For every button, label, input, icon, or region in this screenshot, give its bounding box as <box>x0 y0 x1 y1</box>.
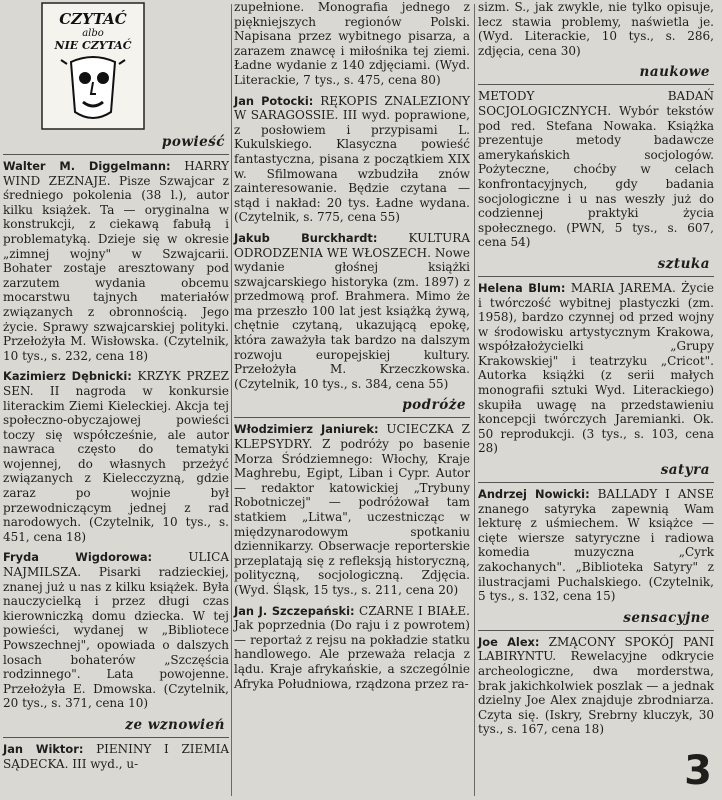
author-name: Kazimierz Dębnicki: <box>3 369 132 384</box>
author-name: Jakub Burckhardt: <box>234 230 378 245</box>
review-wiktor <box>3 742 229 771</box>
section-podroze: podróże <box>402 397 466 414</box>
logo-illustration <box>41 2 145 130</box>
review-metody-badan <box>478 89 714 250</box>
review-text: MARIA JAREMA. Życie i twórczość wybitnej plastyczki (zm. 1958), bardzo czynnej od przed wojny w środowisku artystycznym Krakowa, współzałożycielki „Grupy Krakowskiej" i teatrzyku „Cricot". Autorka książki (z serii małych monografii sztuki Wyd. Literackiego) skupiła uwagę na przedstawieniu koncepcji twórczych Jaremianki. Ok. 50 reprodukcji. (3 tys., s. 103, cena 28) <box>478 280 714 456</box>
review-wiktor-cont <box>234 0 470 88</box>
review-text: HARRY WIND ZEZNAJE. Pisze Szwajcar z średniego pokolenia (38 l.), autor kilku książek. Ta — oryginalna w konstrukcji, z ciekawą fabułą i problematyką. Dzieje się w okresie „zimnej wojny" w Szwajcarii. Bohater zostaje aresztowany pod zarzutem wydania obcemu mocarstwu tajnych materiałów związanych z obronnością. Jego życie. Sprawy szwajcarskiej polityki. Przełożyła M. Wisłowska. (Czytelnik, 10 tys., s. 232, cena 18) <box>3 159 229 363</box>
review-text: METODY BADAŃ SOCJOLOGICZNYCH. Wybór tekstów pod red. Stefana Nowaka. Książka prezentuje metody badawcze amerykańskich socjologów. Pożyteczne, choćby w celach konfrontacyjnych, gdy badania socjologiczne i u nas weszły już do codziennej praktyki życia społecznego. (PWN, 5 tys., s. 607, cena 54) <box>478 89 714 250</box>
section-rule <box>478 84 714 85</box>
column-1 <box>3 0 229 800</box>
section-naukowe: naukowe <box>639 64 710 81</box>
section-sensacyjne: sensacyjne <box>623 609 710 626</box>
review-text: CZARNE I BIAŁE. Jak poprzednia (Do raju i z powrotem) — reportaż z rejsu na pokładzie statku handlowego. Ale przeważa relacja z lądu. Kraje afrykańskie, a szczególnie Afryka Południowa, rządzona przez ra- <box>234 603 470 691</box>
column-rule <box>474 4 475 796</box>
review-text: KULTURA ODRODZENIA WE WŁOSZECH. Nowe wydanie głośnej książki szwajcarskiego historyka (zm. 1897) z przedmową prof. Brahmera. Mimo że ma przeszło 100 lat jest książką żywą, chętnie czytaną, ukazującą epokę, która zaważyła tak bardzo na dalszym rozwoju europejskiej kultury. Przełożyła M. Krzeczkowska. (Czytelnik, 10 tys., s. 384, cena 55) <box>234 230 470 391</box>
logo-line-2: albo <box>82 28 104 39</box>
review-szczepanski <box>234 604 470 692</box>
review-janiurek <box>234 422 470 597</box>
author-name: Walter M. Diggelmann: <box>3 159 171 173</box>
section-rule <box>478 630 714 631</box>
section-ze-wznowien: ze wznowień <box>125 716 225 733</box>
author-name: Fryda Wigdorowa: <box>3 550 153 565</box>
column-3 <box>478 0 714 800</box>
author-name: Jan J. Szczepański: <box>234 603 355 618</box>
author-name: Jan Wiktor: <box>3 741 84 756</box>
review-diggelmann <box>3 159 229 363</box>
review-text: KRZYK PRZEZ SEN. II nagroda w konkursie literackim Ziemi Kieleckiej. Akcja tej społeczno-obyczajowej powieści toczy się współcześnie, ale autor nawraca często do tematyki wojennej, do własnych przeżyć związanych z Kielecczyzną, gdzie zaraz po wojnie był przewodniczącym jednej z rad narodowych. (Czytelnik, 10 tys., s. 451, cena 18) <box>3 369 229 544</box>
review-potocki <box>234 94 470 225</box>
review-szczepanski-cont <box>478 0 714 58</box>
review-text: zupełnione. Monografia jednego z piękniejszych regionów Polski. Napisana przez wybitnego pisarza, a zarazem znawcę i miłośnika tej ziemi. Ładne wydanie z 140 zdjęciami. (Wyd. Literackie, 7 tys., s. 475, cena 80) <box>234 0 470 87</box>
review-nowicki <box>478 487 714 604</box>
review-burckhardt <box>234 231 470 392</box>
author-name: Andrzej Nowicki: <box>478 487 590 502</box>
section-rule <box>3 737 229 738</box>
review-debnicki <box>3 369 229 544</box>
author-name: Jan Potocki: <box>234 93 314 108</box>
review-alex <box>478 635 714 737</box>
review-text: PIENINY I ZIEMIA SĄDECKA. III wyd., u- <box>3 741 229 771</box>
section-rule <box>234 417 470 418</box>
column-rule <box>231 4 232 796</box>
author-name: Joe Alex: <box>478 634 540 649</box>
review-text: sizm. S., jak zwykle, nie tylko opisuje, lecz stawia problemy, naświetla je. (Wyd. Literackie, 10 tys., s. 286, zdjęcia, cena 30) <box>478 0 714 58</box>
logo-line-1: CZYTAĆ <box>59 10 127 28</box>
author-name: Helena Blum: <box>478 280 566 295</box>
section-rule <box>478 276 714 277</box>
logo-line-3: NIE CZYTAĆ <box>54 39 132 52</box>
section-powiesc: powieść <box>161 134 225 150</box>
section-sztuka: sztuka <box>657 255 710 272</box>
author-name: Włodzimierz Janiurek: <box>234 422 379 437</box>
review-text: ZMĄCONY SPOKÓJ PANI LABIRYNTU. Rewelacyjne odkrycie archeologiczne, dwa morderstwa, brak jakichkolwiek poszlak — a jednak dzielny Joe Alex znajduje zbrodniarza. Czyta się. (Iskry, Srebrny kluczyk, 30 tys., s. 167, cena 18) <box>478 634 715 737</box>
section-rule <box>3 154 229 155</box>
column-2 <box>234 0 470 800</box>
review-text: UCIECZKA Z KLEPSYDRY. Z podróży po basenie Morza Śródziemnego: Włochy, Kraje Maghrebu, Egipt, Liban i Cypr. Autor — redaktor katowickiej „Trybuny Robotniczej" — podróżował tam statkiem „Litwa", uczestnicząc w międzynarodowym spotkaniu dziennikarzy. Obserwacje reporterskie przeplatają się z refleksją historyczną, polityczną, socjologiczną. Zdjęcia. (Wyd. Śląsk, 15 tys., s. 211, cena 20) <box>234 422 470 597</box>
czytac-albo-nie-czytac-logo <box>41 2 145 130</box>
section-rule <box>478 482 714 483</box>
review-text: ULICA NAJMILSZA. Pisarki radzieckiej, znanej już u nas z kilku książek. Była nauczycielką i przez długi czas kierowniczką domu dziecka. W tej powieści, wydanej w „Bibliotece Powszechnej", opowiada o dalszych losach bohaterów „Szczęścia rodzinnego". Lata powojenne. Przełożyła E. Dmowska. (Czytelnik, 20 tys., s. 371, cena 10) <box>3 550 229 711</box>
section-satyra: satyra <box>660 462 710 479</box>
review-text: BALLADY I ANSE znanego satyryka zapewnią Wam lekturę z uśmiechem. W książce — cięte wiersze satyryczne i radiowa komedia muzyczna „Cyrk zakochanych". „Biblioteka Satyry" z ilustracjami Puchalskiego. (Czytelnik, 5 tys., s. 132, cena 15) <box>478 487 714 604</box>
review-blum <box>478 281 714 456</box>
page-number: 3 <box>684 748 712 794</box>
review-text: RĘKOPIS ZNALEZIONY W SARAGOSSIE. III wyd. poprawione, z posłowiem i przypisami L. Kukulskiego. Klasyczna powieść fantastyczna, pisana z początkiem XIX w. Sfilmowana wzbudziła znów zainteresowanie. Będzie czytana — stąd i nakład: 20 tys. Ładne wydana. (Czytelnik, s. 775, cena 55) <box>234 93 471 225</box>
review-wigdorowa <box>3 550 229 711</box>
